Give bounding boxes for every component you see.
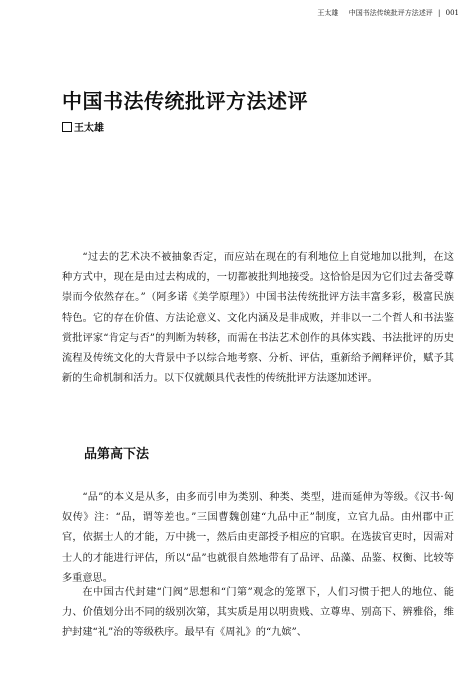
section-paragraph-2: 在中国古代封建“门阀”思想和“门第”观念的笼罩下，人们习惯于把人的地位、能力、价值划分出不同的级别次第，其实质是用以明贵贱、立尊卑、别高下、辨雅俗，维护封建“礼”治的等级秩序。最早有《周礼》的“九嫔”、 <box>62 587 454 639</box>
section-paragraph-1: “品”的本义是从多，由多而引申为类别、种类、类型，进而延伸为等级。《汉书·匈奴传》注：“品，谓等差也。”三国曹魏创建“九品中正”制度，立官九品。由州郡中正官，依据士人的才能，万中挑一，然后由吏部授予相应的官职。在选拔官吏时，因需对士人的才能进行评估，所以“品”也就很自然地带有了品评、品藻、品鉴、权衡、比较等多重意思。 <box>62 492 454 584</box>
header-page-number: 001 <box>445 9 459 17</box>
header-divider: | <box>438 9 441 17</box>
header-article-title: 中国书法传统批评方法述评 <box>348 9 433 17</box>
author-box-marker <box>62 122 72 132</box>
section-heading: 品第高下法 <box>84 447 150 462</box>
author-line <box>62 122 104 136</box>
running-header <box>317 8 459 18</box>
intro-paragraph: “过去的艺术决不被抽象否定，而应站在现在的有利地位上自觉地加以批判，在这种方式中，现在是由过去构成的，一切都被批判地接受。这恰恰是因为它们过去备受尊崇而今依然存在。”（阿多诺《美学原理》）中国书法传统批评方法丰富多彩，极富民族特色。它的存在价值、方法论意义、文化内涵及是非成败，并非以一二个哲人和书法鉴赏批评家“肯定与否”的判断为转移，而需在书法艺术创作的具体实践、书法批评的历史流程及传统文化的大背景中予以综合地考察、分析、评估，重新给予阐释评价，赋予其新的生命机制和活力。以下仅就颇具代表性的传统批评方法逐加述评。 <box>62 252 454 385</box>
article-title: 中国书法传统批评方法述评 <box>62 89 308 113</box>
header-author: 王太雄 <box>317 9 339 17</box>
author-name: 王太雄 <box>74 123 104 134</box>
